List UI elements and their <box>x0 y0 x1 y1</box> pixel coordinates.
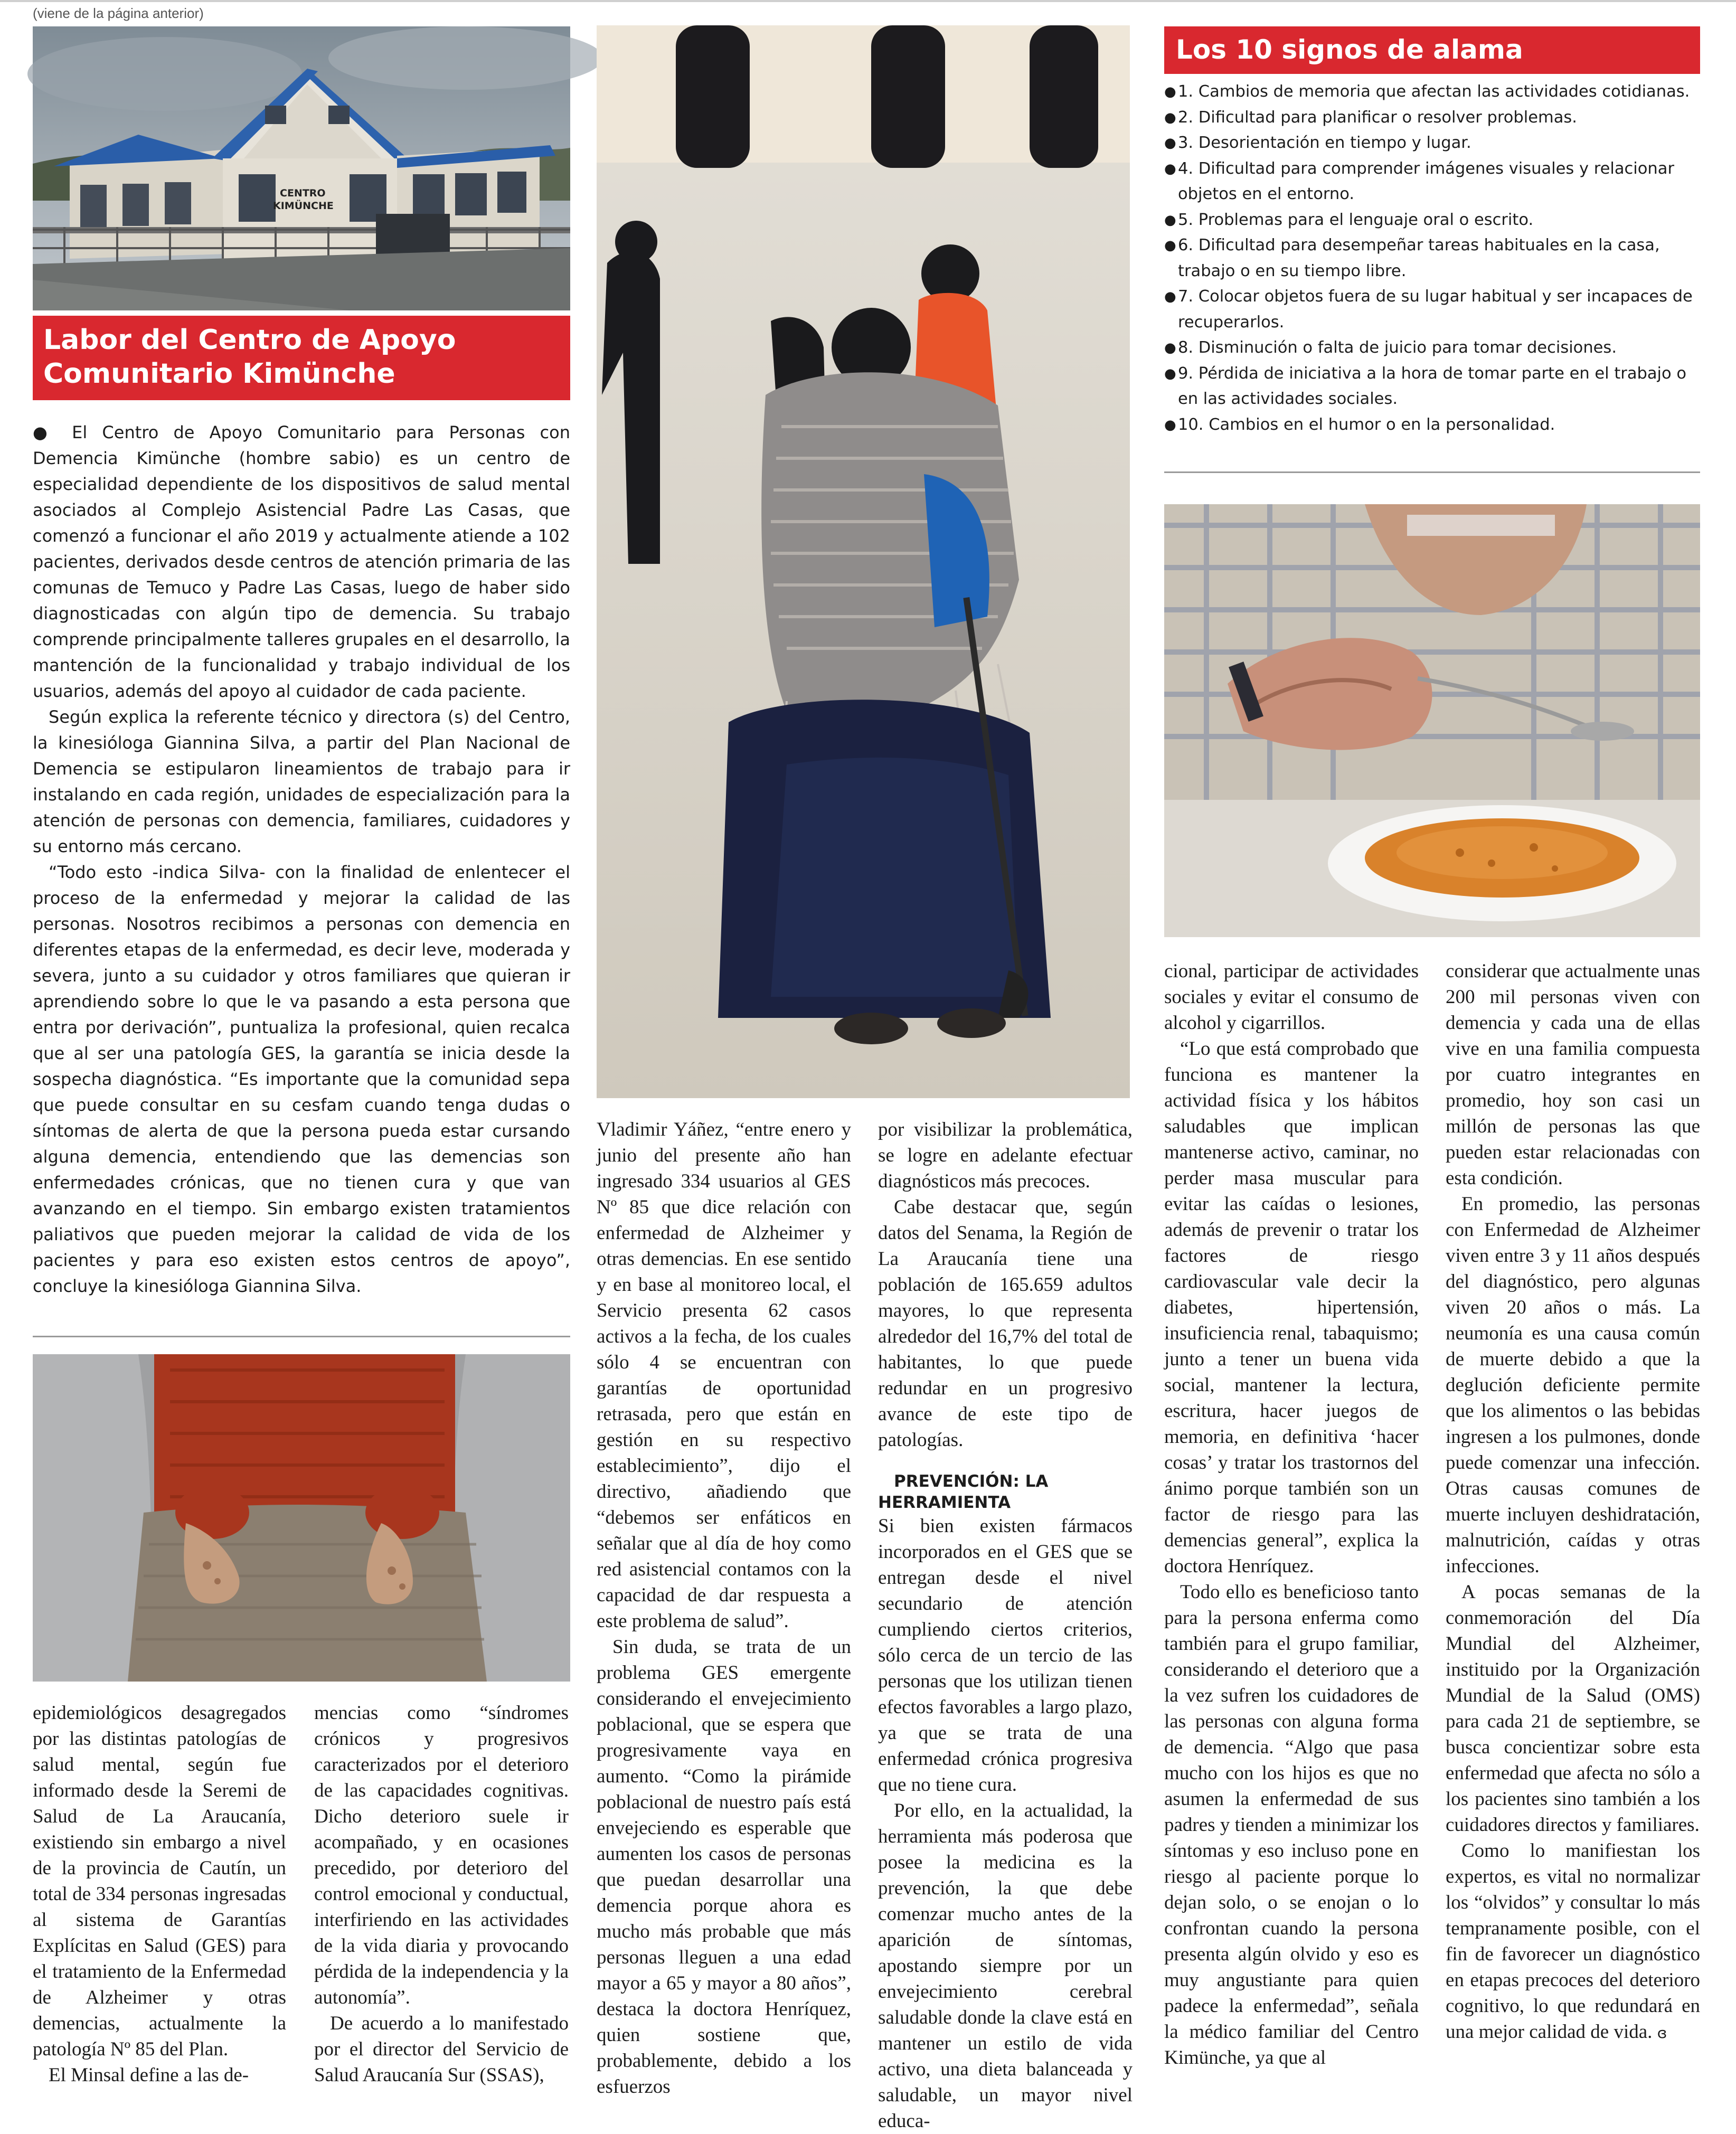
column-2-paragraph-1: mencias como “síndromes crónicos y progresivos caracterizados por el deterioro de las capacidades cognitivas. Dicho deterioro suele ir acompañado, y en ocasiones precedido, por deterioro del control emocional y conductual, interfiriendo en las actividades de la vida diaria y provocando pérdida de la independencia y la autonomía”. <box>314 1702 569 2008</box>
sign-item: ● 8. Disminución o falta de juicio para tomar decisiones. <box>1164 335 1700 361</box>
sign-item: ● 3. Desorientación en tiempo y lugar. <box>1164 130 1700 156</box>
sign-item: ● 9. Pérdida de iniciativa a la hora de tomar parte en el trabajo o en las actividades sociales. <box>1164 361 1700 412</box>
column-5-paragraph-1: cional, participar de actividades sociales y evitar el consumo de alcohol y cigarrillos. <box>1164 960 1419 1034</box>
signs-list <box>1164 79 1700 438</box>
sign-item: ● 7. Colocar objetos fuera de su lugar habitual y ser incapaces de recuperarlos. <box>1164 284 1700 335</box>
column-4-paragraph-1: por visibilizar la problemática, se logre en adelante efectuar diagnósticos más precoces. <box>878 1119 1133 1192</box>
sign-item: ● 10. Cambios en el humor o en la personalidad. <box>1164 412 1700 438</box>
elderly-woman-photo <box>597 25 1130 1098</box>
article-column-2 <box>314 1700 569 2086</box>
hands-lap-photo <box>33 1354 570 1682</box>
article-column-6 <box>1446 958 1700 2059</box>
kimunche-article-body <box>33 420 570 1301</box>
top-rule <box>0 0 1736 2</box>
heading-line-1: Labor del Centro de Apoyo <box>43 324 456 356</box>
bullet-icon: ● <box>1164 365 1176 382</box>
column-6-paragraph-4: Como lo manifiestan los expertos, es vital no normalizar los “olvidos” y consultar lo más tempranamente posible, con el fin de favorecer un diagnóstico en etapas precoces del deterioro cognitivo, lo que redundará en una mejor calidad de vida. ɞ <box>1446 1840 1700 2043</box>
kimunche-paragraph-2: Según explica la referente técnico y directora (s) del Centro, la kinesióloga Giannina Silva, a partir del Plan Nacional de Demencia se estipularon lineamientos de trabajo para ir instalando en cada región, unidades de especialización para la atención de personas con demencia, familiares, cuidadores y su entorno más cercano. <box>33 707 570 856</box>
column-6-paragraph-3: A pocas semanas de la conmemoración del Día Mundial del Alzheimer, instituido por la Organización Mundial de la Salud (OMS) para cada 21 de septiembre, se busca concientizar sobre esta enfermedad que afecta no sólo a los pacientes sino también a los cuidadores directos y familiares. <box>1446 1581 1700 1836</box>
sign-item: ● 6. Dificultad para desempeñar tareas habituales en la casa, trabajo o en su tiempo libre. <box>1164 233 1700 284</box>
signs-box-title: Los 10 signos de alama <box>1164 26 1700 74</box>
column-2-paragraph-2: De acuerdo a lo manifestado por el director del Servicio de Salud Araucanía Sur (SSAS), <box>314 2013 569 2086</box>
bullet-icon: ● <box>33 422 72 442</box>
sign-item: ● 5. Problemas para el lenguaje oral o escrito. <box>1164 207 1700 233</box>
bullet-icon: ● <box>1164 417 1176 433</box>
bullet-icon: ● <box>1164 135 1176 151</box>
prevention-subheading: PREVENCIÓN: LA HERRAMIENTA <box>878 1472 1049 1512</box>
article-column-5 <box>1164 958 1419 2069</box>
column-6-paragraph-1: considerar que actualmente unas 200 mil personas viven con demencia y cada una de ellas vive en una familia compuesta por cuatro integrantes en promedio, hoy son casi un millón de personas las que pueden estar relacionadas con esta condición. <box>1446 960 1700 1189</box>
article-column-3 <box>597 1117 851 2098</box>
sign-item: ● 2. Dificultad para planificar o resolver problemas. <box>1164 105 1700 131</box>
bullet-icon: ● <box>1164 109 1176 126</box>
column-1-paragraph-2: El Minsal define a las de- <box>49 2064 249 2086</box>
column-1-paragraph-1: epidemiológicos desagregados por las distintas patologías de salud mental, según fue informado desde la Seremi de Salud de La Araucanía, existiendo sin embargo a nivel de la provincia de Cautín, un total de 334 personas ingresadas al sistema de Garantías Explícitas en Salud (GES) para el tratamiento de la Enfermedad de Alzheimer y otras demencias, actualmente la patología Nº 85 del Plan. <box>33 1702 286 2060</box>
bullet-icon: ● <box>1164 160 1176 177</box>
column-4-paragraph-2: Cabe destacar que, según datos del Senama, la Región de La Araucanía tiene una población de 165.659 adultos mayores, lo que representa alrededor del 16,7% del total de habitantes, lo que puede redundar en un progresivo avance de este tipo de patologías. <box>878 1196 1133 1451</box>
kimunche-paragraph-3: “Todo esto -indica Silva- con la finalidad de enlentecer el proceso de la enfermedad y mejorar la calidad de las personas. Nosotros recibimos a personas con demencia en diferentes etapas de la enfermedad, es decir leve, moderada y severa, junto a su cuidador y otros familiares que quieran ir aprendiendo sobre lo que le va pasando a esta persona que entra por derivación”, puntualiza la profesional, quien recalca que al ser una patología GES, la garantía se inicia desde la sospecha diagnóstica. “Es importante que la comunidad sepa que puede consultar en su cesfam cuando tenga dudas o síntomas de alerta de que la persona pueda estar cursando alguna demencia, entendiendo que las demencias son enfermedades crónicas, que no tienen cura y que van avanzando en el tiempo. Sin embargo existen tratamientos paliativos que pueden mejorar la calidad de vida de los pacientes y para eso existen estos centros de apoyo”, concluye la kinesióloga Giannina Silva. <box>33 862 570 1296</box>
building-sign-line1: CENTRO <box>280 187 326 199</box>
section-divider-left <box>33 1336 570 1337</box>
bullet-icon: ● <box>1164 289 1176 305</box>
column-4-paragraph-4: Por ello, en la actualidad, la herramienta más poderosa que posee la medicina es la prevención, la que debe comenzar mucho antes de la aparición de síntomas, apostando siempre por un envejecimiento cerebral saludable donde la clave está en mantener un estilo de vida activo, una dieta balanceada y saludable, un mayor nivel educa- <box>878 1800 1133 2132</box>
sign-item: ● 4. Dificultad para comprender imágenes visuales y relacionar objetos en el entorno. <box>1164 156 1700 207</box>
article-column-4 <box>878 1117 1133 2132</box>
building-sign-line2: KIMÜNCHE <box>273 200 334 212</box>
end-of-article-icon: ɞ <box>1657 2024 1667 2042</box>
column-5-paragraph-3: Todo ello es beneficioso tanto para la persona enferma como también para el grupo familiar, considerando el deterioro que a la vez sufren los cuidadores de las personas con alguna forma de demencia. “Algo que pasa mucho con los hijos es que no asumen la enfermedad de sus padres y tienden a minimizar los síntomas y eso incluso pone en riesgo al paciente porque lo dejan solo, o se enojan o lo confrontan cuando la persona presenta algún olvido y eso es muy angustiante para quien padece la enfermedad”, señala la médico familiar del Centro Kimünche, ya que al <box>1164 1581 1419 2069</box>
article-column-1 <box>33 1700 286 2086</box>
column-6-paragraph-2: En promedio, las personas con Enfermedad de Alzheimer viven entre 3 y 11 años después del diagnóstico, pero algunas viven 20 años o más. La neumonía es una causa común de muerte debido a que la deglución deficiente permite que los alimentos o las bebidas ingresen a los pulmones, donde puede comenzar una infección. Otras causas comunes de muerte incluyen deshidratación, malnutrición, caídas y otras infecciones. <box>1446 1193 1700 1577</box>
bullet-icon: ● <box>1164 238 1176 253</box>
heading-line-2: Comunitario Kimünche <box>43 358 395 390</box>
column-3-paragraph-2: Sin duda, se trata de un problema GES emergente considerando el envejecimiento poblacional, que se espera que progresivamente vaya en aumento. “Como la pirámide poblacional de nuestro país está envejeciendo es esperable que aumenten los casos de personas que puedan desarrollar una demencia porque ahora es mucho más probable que más personas lleguen a una edad mayor a 65 y mayor a 80 años”, destaca la doctora Henríquez, quien sostiene que, probablemente, debido a los esfuerzos <box>597 1636 851 2098</box>
soup-photo <box>1164 504 1700 937</box>
continuation-note: (viene de la página anterior) <box>33 5 204 21</box>
bullet-icon: ● <box>1164 212 1176 228</box>
centro-kimunche-heading <box>33 316 570 400</box>
building-photo <box>33 26 570 310</box>
bullet-icon: ● <box>1164 84 1176 100</box>
column-5-paragraph-2: “Lo que está comprobado que funciona es mantener la actividad física y los hábitos saludables que implican mantenerse activo, caminar, no perder masa muscular para evitar las caídas o lesiones, además de prevenir o tratar los factores de riesgo cardiovascular vale decir la diabetes, hipertensión, insuficiencia renal, tabaquismo; junto a tener un buena vida social, mantener la lectura, escritura, hacer juegos de memoria, en definitiva ‘hacer cosas’ y tratar los trastornos del ánimo porque también son un factor de riesgo para las demencias general”, explica la doctora Henríquez. <box>1164 1038 1419 1577</box>
column-3-paragraph-1: Vladimir Yáñez, “entre enero y junio del presente año han ingresado 334 usuarios al GES Nº 85 que dice relación con enfermedad de Alzheimer y otras demencias. En ese sentido y en base al monitoreo local, el Servicio presenta 62 casos activos a la fecha, de los cuales sólo 4 se encuentran con garantías de oportunidad retrasada, pero que están en gestión en su respectivo establecimiento”, dijo el directivo, añadiendo que “debemos ser enfáticos en señalar que al día de hoy como red asistencial contamos con la capacidad de dar respuesta a este problema de salud”. <box>597 1119 851 1632</box>
kimunche-paragraph-1: ● El Centro de Apoyo Comunitario para Personas con Demencia Kimünche (hombre sabio) es un centro de especialidad dependiente de los dispositivos de salud mental asociados al Complejo Asistencial Padre Las Casas, que comenzó a funcionar el año 2019 y actualmente atiende a 102 pacientes, derivados desde centros de atención primaria de las comunas de Temuco y Padre Las Casas, luego de haber sido diagnosticadas con algún tipo de demencia. Su trabajo comprende principalmente talleres grupales en el desarrollo, la mantención de la funcionalidad y trabajo individual de los usuarios, además del apoyo al cuidador de cada paciente. <box>33 422 571 701</box>
bullet-icon: ● <box>1164 340 1176 356</box>
sign-item: ● 1. Cambios de memoria que afectan las actividades cotidianas. <box>1164 79 1700 105</box>
column-4-paragraph-3: Si bien existen fármacos incorporados en el GES que se entregan desde el nivel secundario de atención cumpliendo ciertos criterios, sólo cerca de un tercio de las personas que los utilizan tienen efectos favorables a largo plazo, ya que se trata de una enfermedad crónica progresiva que no tiene cura. <box>878 1515 1133 1796</box>
section-divider-right <box>1164 471 1700 473</box>
